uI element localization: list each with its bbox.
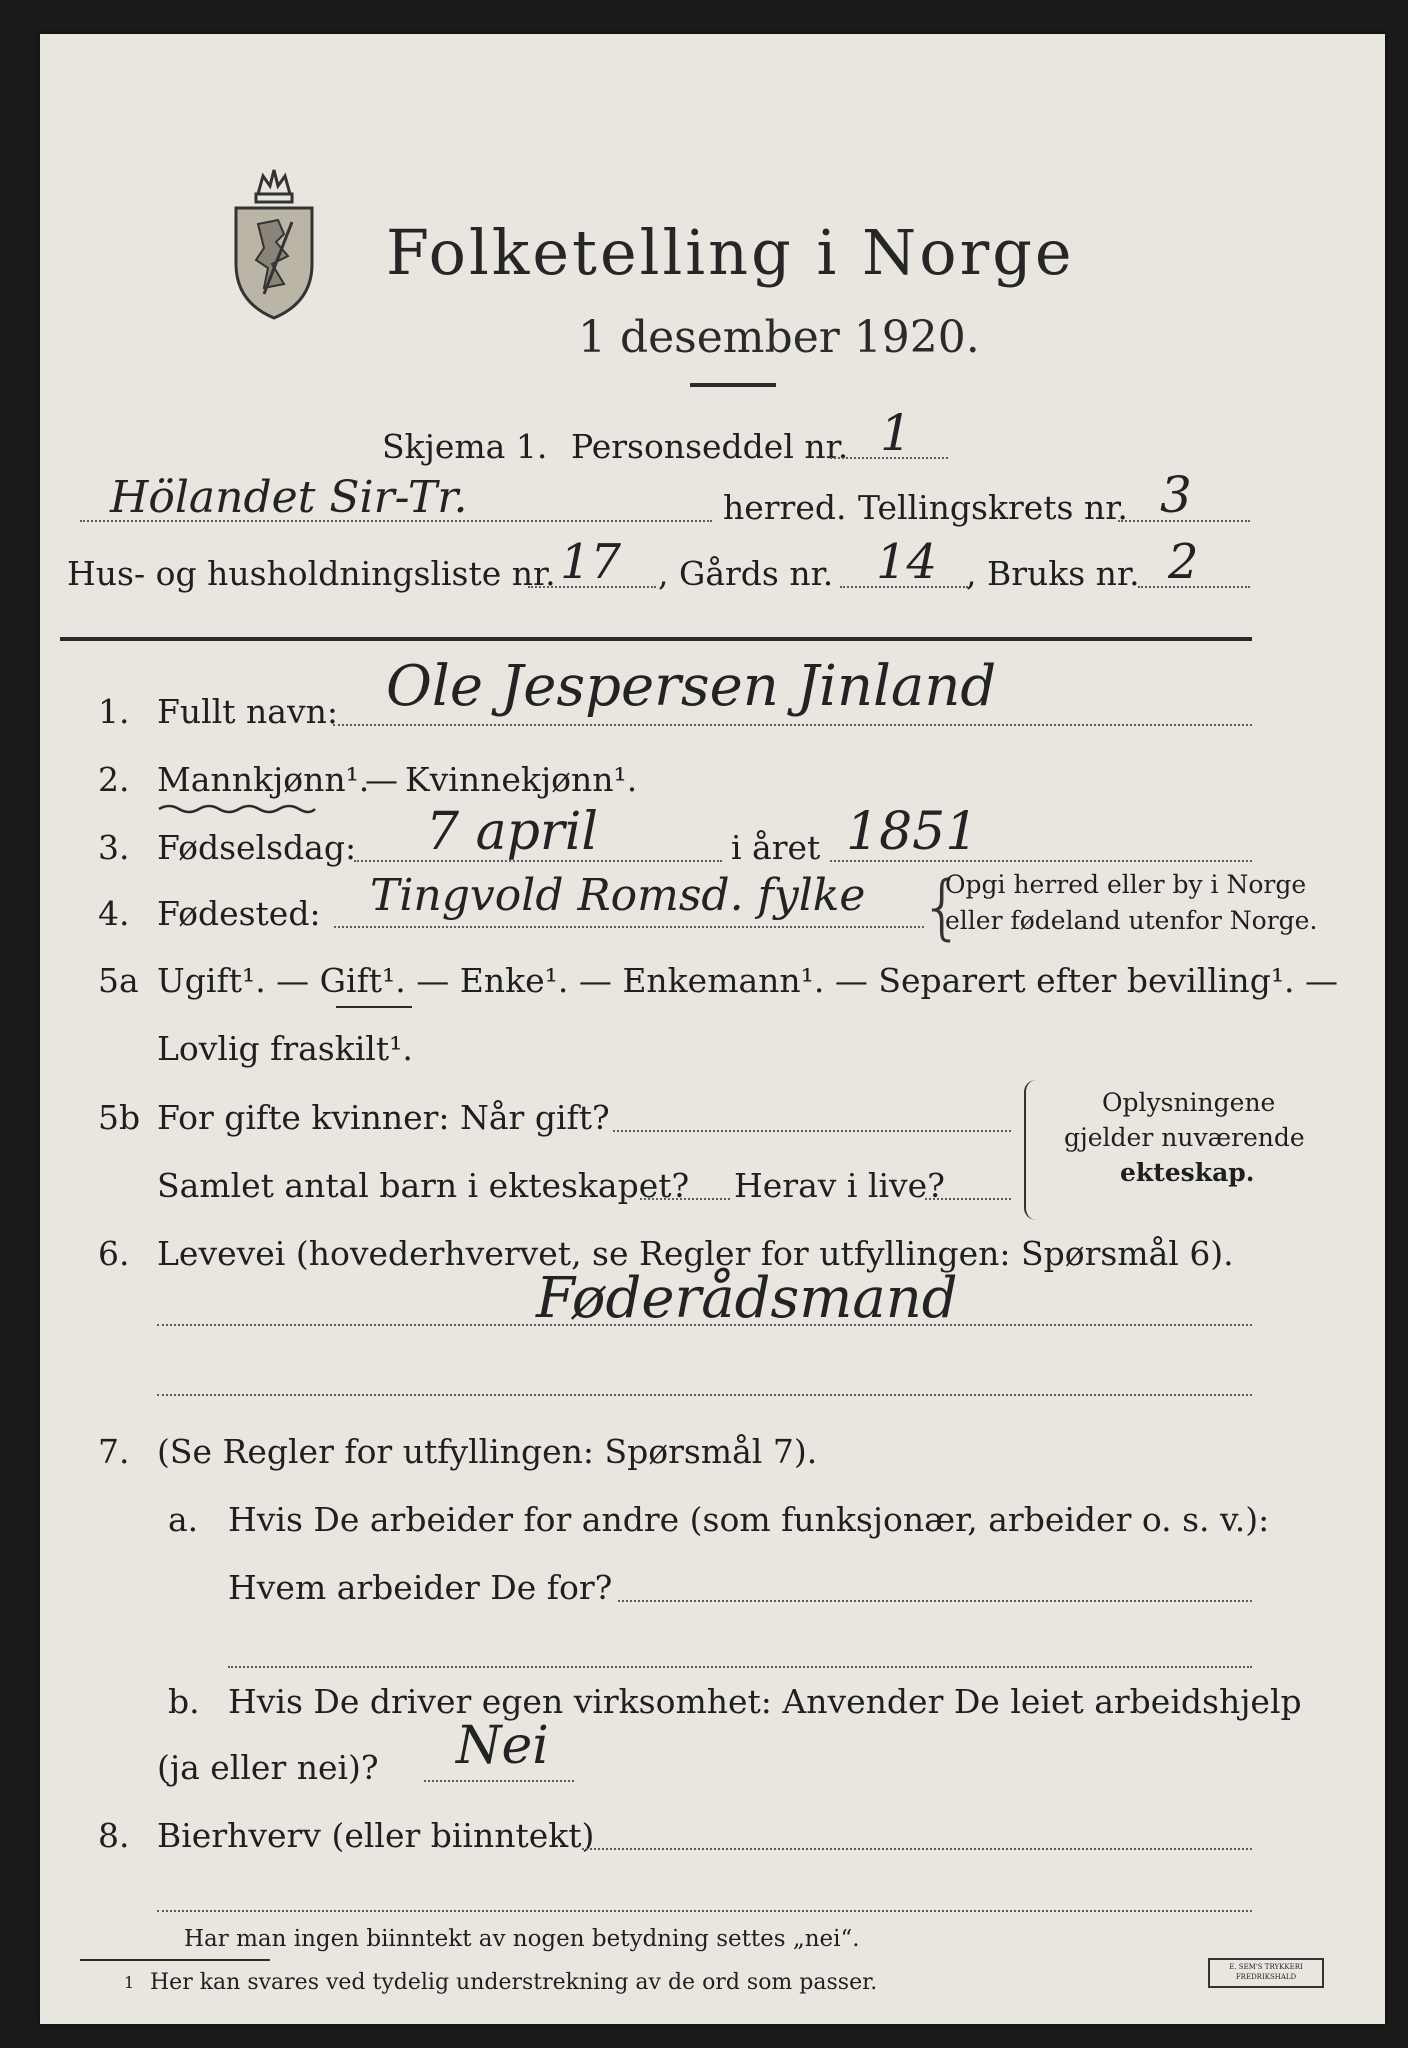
skjema-label: Skjema 1. <box>382 427 548 466</box>
personseddel-value: 1 <box>880 404 912 462</box>
q5b-note-line2: gjelder nuværende <box>1064 1123 1305 1152</box>
gift-underline-mark <box>336 1006 412 1008</box>
occupation-value: Føderådsmand <box>536 1266 958 1331</box>
q8-number: 8. <box>98 1816 130 1855</box>
q7a-line1: Hvis De arbeider for andre (som funksjonær, arbeider o. s. v.): <box>228 1500 1270 1539</box>
q6-number: 6. <box>98 1234 130 1273</box>
q5a-number: 5a <box>98 961 139 1000</box>
children-alive-field[interactable] <box>925 1198 1011 1200</box>
side-income-field[interactable] <box>582 1848 1252 1850</box>
husholdningsliste-value: 17 <box>560 534 622 590</box>
q8-label: Bierhverv (eller biinntekt) <box>157 1816 595 1855</box>
q5b-note-bracket-left <box>1024 1080 1040 1220</box>
q3-label: Fødselsdag: <box>157 828 357 867</box>
census-form-sheet <box>40 34 1385 2024</box>
birth-year-label: i året <box>731 828 821 867</box>
employer-field-line2[interactable] <box>228 1666 1252 1668</box>
gender-separator: — <box>365 760 398 799</box>
birthplace-field[interactable] <box>334 926 924 928</box>
norwegian-coat-of-arms-icon <box>228 164 320 322</box>
header-separator <box>60 637 1252 641</box>
gards-value: 14 <box>876 534 938 590</box>
q1-number: 1. <box>98 692 130 731</box>
q4-label: Fødested: <box>157 894 321 933</box>
q5b-label2: Samlet antal barn i ekteskapet? <box>157 1166 690 1205</box>
male-underline-mark <box>157 803 317 815</box>
footnote-mark: 1 <box>124 1973 135 1992</box>
q2-number: 2. <box>98 760 130 799</box>
employer-field[interactable] <box>618 1600 1252 1602</box>
marital-status-options-line2[interactable]: Lovlig fraskilt¹. <box>157 1029 413 1068</box>
q7b-line2: (ja eller nei)? <box>157 1748 379 1787</box>
footnote-text: Her kan svares ved tydelig understrekning av de ord som passer. <box>150 1970 878 1995</box>
q5b-number: 5b <box>98 1098 141 1137</box>
birth-year-value: 1851 <box>846 802 979 862</box>
hired-help-value: Nei <box>456 1716 549 1776</box>
printer-stamp: E. SEM'S TRYKKERI FREDRIKSHALD <box>1208 1958 1324 1988</box>
q7b-line1: Hvis De driver egen virksomhet: Anvender De leiet arbeidshjelp <box>228 1682 1302 1721</box>
q7a-letter: a. <box>168 1500 199 1539</box>
side-income-field-line2[interactable] <box>157 1910 1252 1912</box>
census-date: 1 desember 1920. <box>578 312 980 363</box>
birthday-value: 7 april <box>426 802 599 862</box>
children-count-field[interactable] <box>640 1198 730 1200</box>
herred-label: herred. <box>723 488 847 527</box>
q4-note-line1: Opgi herred eller by i Norge <box>945 870 1307 899</box>
male-option[interactable]: Mannkjønn¹. <box>157 760 370 799</box>
q7a-line2: Hvem arbeider De for? <box>228 1568 613 1607</box>
herred-value: Hölandet Sir-Tr. <box>110 472 468 523</box>
biinntekt-note: Har man ingen biinntekt av nogen betydning settes „nei“. <box>184 1926 860 1952</box>
q5b-note-line3: ekteskap. <box>1120 1158 1255 1187</box>
q3-number: 3. <box>98 828 130 867</box>
gards-label: , Gårds nr. <box>658 554 834 593</box>
full-name-field[interactable] <box>333 724 1252 726</box>
married-when-field[interactable] <box>613 1130 1011 1132</box>
tellingskrets-label: Tellingskrets nr. <box>858 488 1128 527</box>
q5b-label3: Herav i live? <box>734 1166 945 1205</box>
q5b-label1: For gifte kvinner: Når gift? <box>157 1098 610 1137</box>
bruks-label: , Bruks nr. <box>966 554 1140 593</box>
q7-label: (Se Regler for utfyllingen: Spørsmål 7). <box>157 1432 818 1471</box>
tellingskrets-value: 3 <box>1160 466 1192 524</box>
q1-label: Fullt navn: <box>157 692 338 731</box>
personseddel-label: Personseddel nr. <box>571 427 849 466</box>
title-divider <box>690 383 776 387</box>
form-title: Folketelling i Norge <box>386 216 1075 289</box>
q6-label: Levevei (hovederhvervet, se Regler for utfyllingen: Spørsmål 6). <box>157 1234 1234 1273</box>
marital-status-options[interactable]: Ugift¹. — Gift¹. — Enke¹. — Enkemann¹. — Separert efter bevilling¹. — <box>157 961 1339 1000</box>
occupation-field-line2[interactable] <box>157 1394 1252 1396</box>
q7-number: 7. <box>98 1432 130 1471</box>
q4-note-line2: eller fødeland utenfor Norge. <box>945 906 1318 935</box>
full-name-value: Ole Jespersen Jinland <box>386 654 997 719</box>
female-option[interactable]: Kvinnekjønn¹. <box>405 760 638 799</box>
husholdningsliste-label: Hus- og husholdningsliste nr. <box>67 554 556 593</box>
q5b-note-line1: Oplysningene <box>1102 1088 1276 1117</box>
hired-help-field[interactable] <box>424 1780 574 1782</box>
birthplace-value: Tingvold Romsd. fylke <box>370 870 866 921</box>
q4-number: 4. <box>98 894 130 933</box>
bruks-value: 2 <box>1168 534 1199 590</box>
q7b-letter: b. <box>168 1682 200 1721</box>
q4-note-brace: { <box>920 866 965 948</box>
footnote-rule <box>80 1959 270 1961</box>
